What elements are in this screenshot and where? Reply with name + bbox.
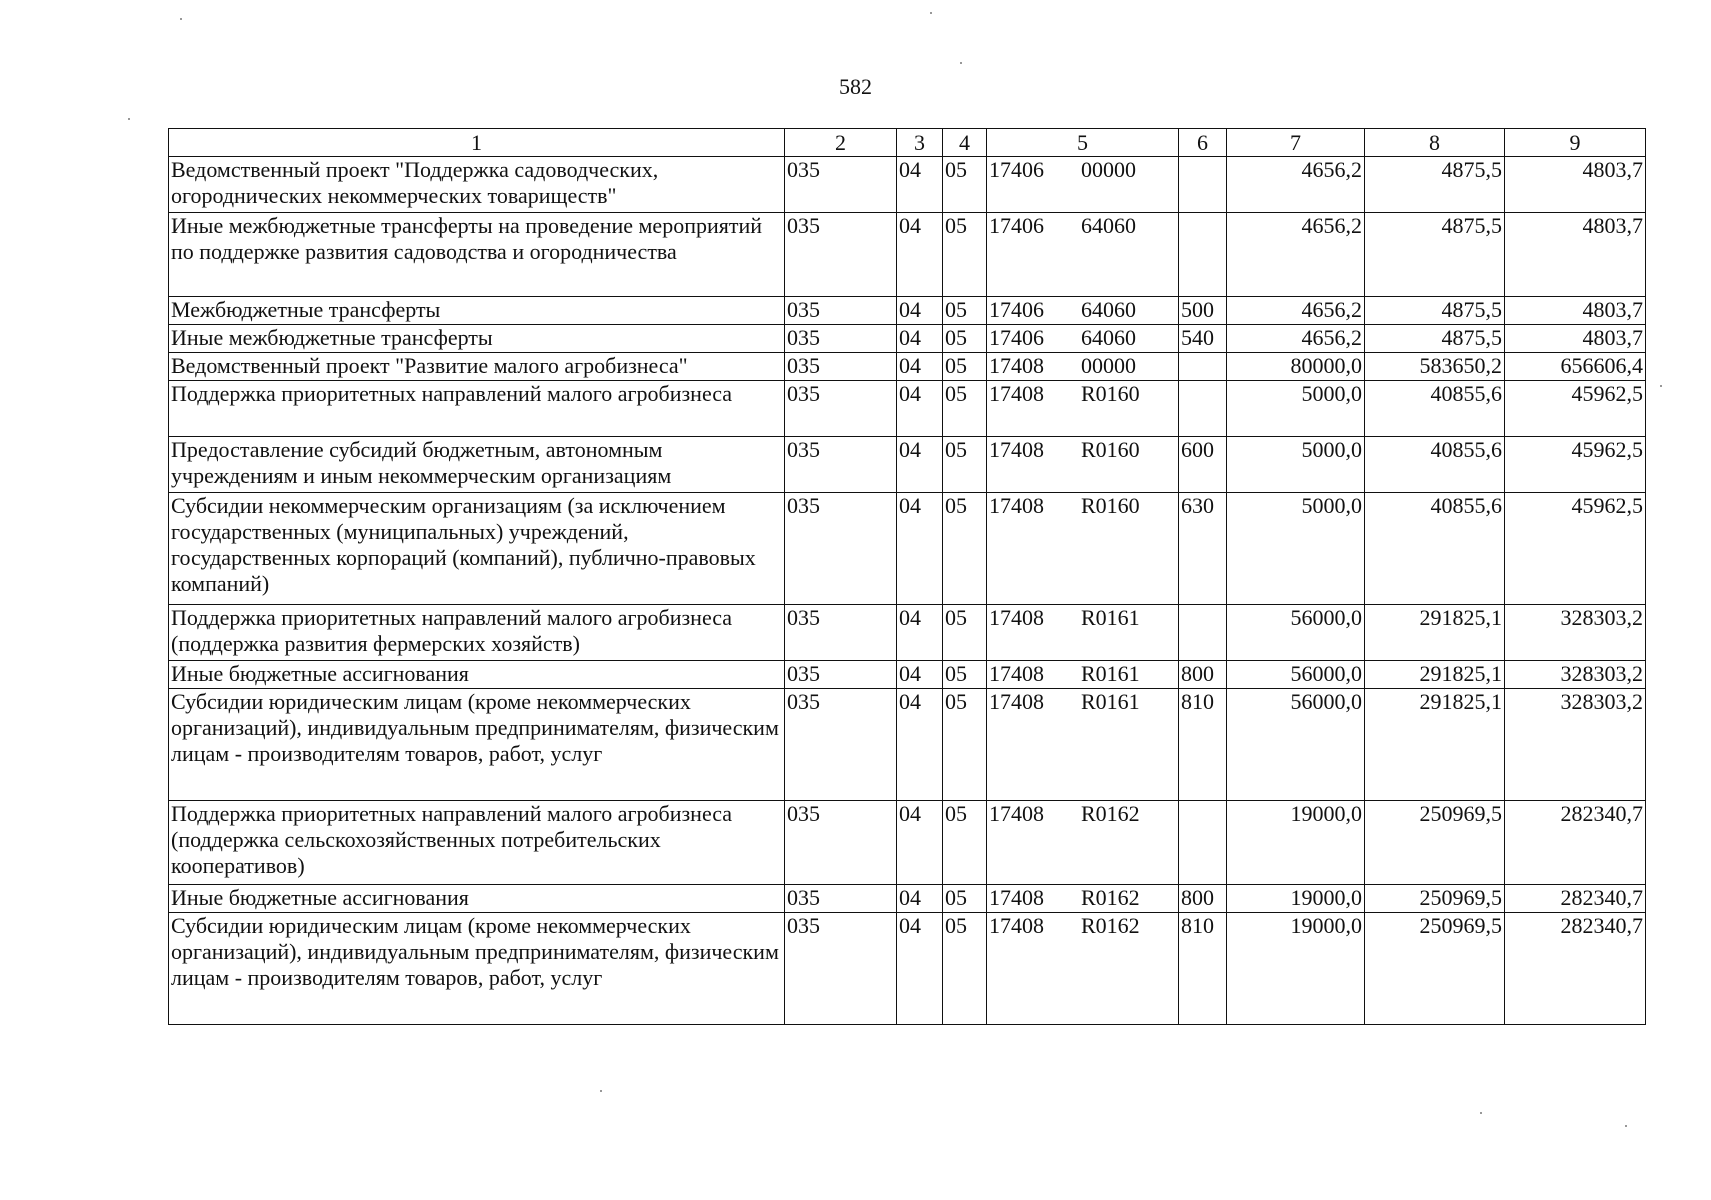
table-row [169, 325, 1646, 353]
row-amount-1: 4656,2 [1227, 213, 1365, 297]
row-name: Иные бюджетные ассигнования [169, 661, 785, 689]
row-name: Ведомственный проект "Развитие малого агробизнеса" [169, 353, 785, 381]
table-row [169, 353, 1646, 381]
row-subsection-code: 05 [943, 605, 987, 661]
target-direction-code: R0161 [1081, 605, 1140, 630]
row-expense-type [1179, 801, 1227, 885]
row-target-article [987, 297, 1179, 325]
row-name: Субсидии юридическим лицам (кроме некоммерческих организаций), индивидуальным предпринимателям, физическим лицам - производителям товаров, работ, услуг [169, 689, 785, 801]
row-name: Ведомственный проект "Поддержка садоводческих, огороднических некоммерческих товариществ" [169, 157, 785, 213]
row-target-article [987, 381, 1179, 437]
row-amount-1: 5000,0 [1227, 493, 1365, 605]
row-amount-2: 4875,5 [1365, 325, 1505, 353]
target-direction-code: R0161 [1081, 689, 1140, 714]
row-subsection-code: 05 [943, 913, 987, 1025]
target-program-code: 17408 [989, 493, 1044, 518]
table-row [169, 689, 1646, 801]
row-ministry-code: 035 [785, 661, 897, 689]
scan-speck [1480, 1112, 1482, 1114]
scan-speck [930, 12, 932, 14]
header-col-target-article: 5 [987, 129, 1179, 157]
row-expense-type [1179, 213, 1227, 297]
row-ministry-code: 035 [785, 213, 897, 297]
table-body [169, 157, 1646, 1025]
header-col-ministry: 2 [785, 129, 897, 157]
target-direction-code: R0160 [1081, 437, 1140, 462]
target-program-code: 17406 [989, 325, 1044, 350]
row-amount-2: 40855,6 [1365, 381, 1505, 437]
table-row [169, 605, 1646, 661]
row-amount-2: 291825,1 [1365, 661, 1505, 689]
target-direction-code: R0162 [1081, 913, 1140, 938]
row-amount-1: 19000,0 [1227, 885, 1365, 913]
row-ministry-code: 035 [785, 353, 897, 381]
row-amount-3: 45962,5 [1505, 493, 1646, 605]
row-subsection-code: 05 [943, 493, 987, 605]
table-row [169, 493, 1646, 605]
row-amount-1: 5000,0 [1227, 437, 1365, 493]
row-target-article [987, 605, 1179, 661]
row-expense-type [1179, 353, 1227, 381]
row-amount-1: 19000,0 [1227, 801, 1365, 885]
table-header [169, 129, 1646, 157]
row-subsection-code: 05 [943, 689, 987, 801]
row-amount-2: 250969,5 [1365, 885, 1505, 913]
row-ministry-code: 035 [785, 801, 897, 885]
row-target-article [987, 913, 1179, 1025]
row-section-code: 04 [897, 381, 943, 437]
row-amount-2: 4875,5 [1365, 297, 1505, 325]
row-section-code: 04 [897, 661, 943, 689]
row-name: Поддержка приоритетных направлений малого агробизнеса [169, 381, 785, 437]
target-direction-code: 64060 [1081, 325, 1136, 350]
row-amount-3: 328303,2 [1505, 689, 1646, 801]
header-col-amount-3: 9 [1505, 129, 1646, 157]
row-amount-3: 4803,7 [1505, 297, 1646, 325]
header-col-name: 1 [169, 129, 785, 157]
row-subsection-code: 05 [943, 885, 987, 913]
row-section-code: 04 [897, 913, 943, 1025]
budget-table [168, 128, 1646, 1025]
target-program-code: 17406 [989, 157, 1044, 182]
row-ministry-code: 035 [785, 157, 897, 213]
row-amount-2: 291825,1 [1365, 689, 1505, 801]
table-row [169, 913, 1646, 1025]
row-amount-1: 4656,2 [1227, 325, 1365, 353]
target-program-code: 17408 [989, 381, 1044, 406]
scan-speck [600, 1090, 602, 1092]
row-amount-2: 40855,6 [1365, 493, 1505, 605]
target-direction-code: R0160 [1081, 493, 1140, 518]
row-expense-type: 800 [1179, 661, 1227, 689]
row-section-code: 04 [897, 437, 943, 493]
row-section-code: 04 [897, 157, 943, 213]
row-ministry-code: 035 [785, 689, 897, 801]
row-amount-1: 4656,2 [1227, 297, 1365, 325]
row-amount-3: 45962,5 [1505, 381, 1646, 437]
row-section-code: 04 [897, 297, 943, 325]
row-section-code: 04 [897, 885, 943, 913]
header-col-subsection: 4 [943, 129, 987, 157]
row-amount-3: 328303,2 [1505, 605, 1646, 661]
row-amount-3: 282340,7 [1505, 913, 1646, 1025]
table-row [169, 661, 1646, 689]
page-number: 582 [839, 74, 872, 99]
header-col-expense-type: 6 [1179, 129, 1227, 157]
target-program-code: 17408 [989, 437, 1044, 462]
row-amount-1: 56000,0 [1227, 689, 1365, 801]
target-direction-code: 64060 [1081, 297, 1136, 322]
row-amount-3: 282340,7 [1505, 801, 1646, 885]
row-amount-3: 45962,5 [1505, 437, 1646, 493]
target-program-code: 17406 [989, 297, 1044, 322]
row-expense-type: 630 [1179, 493, 1227, 605]
row-ministry-code: 035 [785, 605, 897, 661]
row-expense-type: 500 [1179, 297, 1227, 325]
target-program-code: 17408 [989, 885, 1044, 910]
target-direction-code: R0161 [1081, 661, 1140, 686]
row-amount-3: 4803,7 [1505, 157, 1646, 213]
row-amount-3: 282340,7 [1505, 885, 1646, 913]
row-subsection-code: 05 [943, 157, 987, 213]
row-name: Иные межбюджетные трансферты [169, 325, 785, 353]
row-amount-2: 250969,5 [1365, 913, 1505, 1025]
row-section-code: 04 [897, 353, 943, 381]
row-subsection-code: 05 [943, 213, 987, 297]
target-program-code: 17408 [989, 661, 1044, 686]
row-amount-1: 56000,0 [1227, 661, 1365, 689]
row-target-article [987, 885, 1179, 913]
row-amount-3: 656606,4 [1505, 353, 1646, 381]
row-amount-3: 328303,2 [1505, 661, 1646, 689]
table-row [169, 157, 1646, 213]
scan-speck [960, 62, 962, 64]
row-amount-3: 4803,7 [1505, 325, 1646, 353]
row-amount-2: 291825,1 [1365, 605, 1505, 661]
row-ministry-code: 035 [785, 493, 897, 605]
target-direction-code: 00000 [1081, 157, 1136, 182]
table-row [169, 801, 1646, 885]
row-amount-1: 4656,2 [1227, 157, 1365, 213]
row-target-article [987, 353, 1179, 381]
row-subsection-code: 05 [943, 437, 987, 493]
row-section-code: 04 [897, 325, 943, 353]
row-ministry-code: 035 [785, 885, 897, 913]
target-program-code: 17408 [989, 801, 1044, 826]
row-amount-2: 4875,5 [1365, 157, 1505, 213]
scan-speck [1660, 385, 1662, 387]
row-name: Поддержка приоритетных направлений малого агробизнеса (поддержка сельскохозяйственных потребительских кооперативов) [169, 801, 785, 885]
row-subsection-code: 05 [943, 325, 987, 353]
row-target-article [987, 493, 1179, 605]
row-name: Поддержка приоритетных направлений малого агробизнеса (поддержка развития фермерских хозяйств) [169, 605, 785, 661]
row-amount-2: 250969,5 [1365, 801, 1505, 885]
row-ministry-code: 035 [785, 913, 897, 1025]
row-target-article [987, 325, 1179, 353]
row-expense-type: 810 [1179, 913, 1227, 1025]
row-amount-3: 4803,7 [1505, 213, 1646, 297]
target-program-code: 17408 [989, 605, 1044, 630]
target-direction-code: R0162 [1081, 885, 1140, 910]
row-target-article [987, 689, 1179, 801]
target-program-code: 17408 [989, 913, 1044, 938]
target-direction-code: 00000 [1081, 353, 1136, 378]
row-expense-type: 540 [1179, 325, 1227, 353]
table-row [169, 213, 1646, 297]
scan-speck [1625, 1125, 1627, 1127]
row-amount-1: 56000,0 [1227, 605, 1365, 661]
header-row [169, 129, 1646, 157]
row-section-code: 04 [897, 801, 943, 885]
row-subsection-code: 05 [943, 353, 987, 381]
target-program-code: 17408 [989, 353, 1044, 378]
row-expense-type [1179, 605, 1227, 661]
row-expense-type [1179, 381, 1227, 437]
table-row [169, 297, 1646, 325]
table-row [169, 437, 1646, 493]
row-name: Предоставление субсидий бюджетным, автономным учреждениям и иным некоммерческим организациям [169, 437, 785, 493]
table-row [169, 381, 1646, 437]
row-section-code: 04 [897, 213, 943, 297]
row-target-article [987, 437, 1179, 493]
row-subsection-code: 05 [943, 801, 987, 885]
scan-speck [180, 18, 182, 20]
target-program-code: 17408 [989, 689, 1044, 714]
row-ministry-code: 035 [785, 297, 897, 325]
row-target-article [987, 661, 1179, 689]
row-section-code: 04 [897, 689, 943, 801]
row-section-code: 04 [897, 605, 943, 661]
row-target-article [987, 801, 1179, 885]
row-subsection-code: 05 [943, 381, 987, 437]
row-expense-type: 600 [1179, 437, 1227, 493]
table-row [169, 885, 1646, 913]
target-direction-code: 64060 [1081, 213, 1136, 238]
target-direction-code: R0160 [1081, 381, 1140, 406]
row-amount-2: 40855,6 [1365, 437, 1505, 493]
row-name: Иные бюджетные ассигнования [169, 885, 785, 913]
target-direction-code: R0162 [1081, 801, 1140, 826]
row-name: Субсидии некоммерческим организациям (за исключением государственных (муниципальных) учреждений, государственных корпораций (компаний), публично-правовых компаний) [169, 493, 785, 605]
row-subsection-code: 05 [943, 661, 987, 689]
row-expense-type [1179, 157, 1227, 213]
row-target-article [987, 213, 1179, 297]
header-col-section: 3 [897, 129, 943, 157]
row-amount-1: 19000,0 [1227, 913, 1365, 1025]
row-section-code: 04 [897, 493, 943, 605]
row-ministry-code: 035 [785, 381, 897, 437]
row-ministry-code: 035 [785, 325, 897, 353]
row-expense-type: 810 [1179, 689, 1227, 801]
row-amount-1: 5000,0 [1227, 381, 1365, 437]
row-amount-1: 80000,0 [1227, 353, 1365, 381]
row-subsection-code: 05 [943, 297, 987, 325]
row-expense-type: 800 [1179, 885, 1227, 913]
row-ministry-code: 035 [785, 437, 897, 493]
row-amount-2: 583650,2 [1365, 353, 1505, 381]
row-name: Иные межбюджетные трансферты на проведение мероприятий по поддержке развития садоводства и огородничества [169, 213, 785, 297]
row-amount-2: 4875,5 [1365, 213, 1505, 297]
row-name: Межбюджетные трансферты [169, 297, 785, 325]
row-name: Субсидии юридическим лицам (кроме некоммерческих организаций), индивидуальным предпринимателям, физическим лицам - производителям товаров, работ, услуг [169, 913, 785, 1025]
row-target-article [987, 157, 1179, 213]
header-col-amount-1: 7 [1227, 129, 1365, 157]
target-program-code: 17406 [989, 213, 1044, 238]
scan-speck [128, 118, 130, 120]
header-col-amount-2: 8 [1365, 129, 1505, 157]
